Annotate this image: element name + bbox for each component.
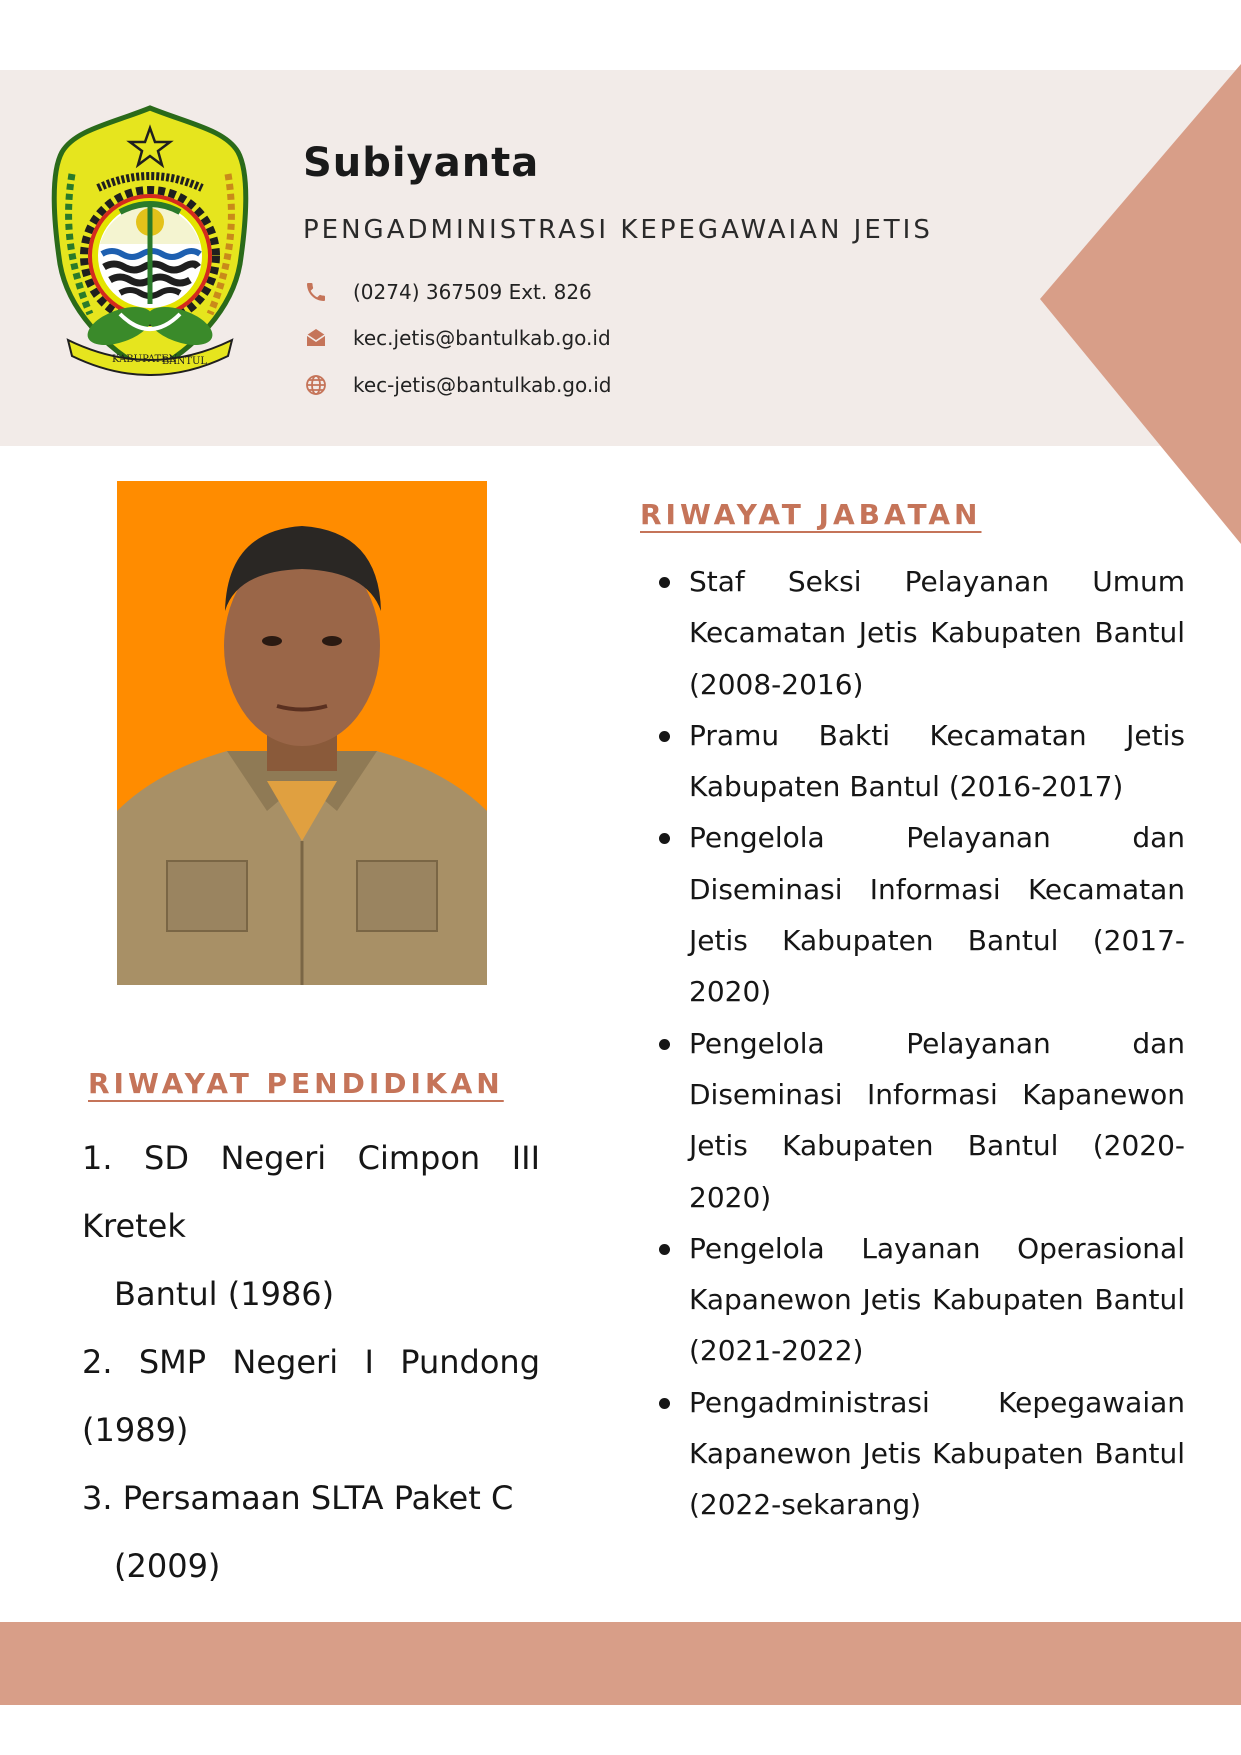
profile-name: Subiyanta bbox=[303, 140, 540, 186]
svg-text:KABUPATEN: KABUPATEN bbox=[112, 354, 178, 365]
career-item: Pengelola Pelayanan dan Diseminasi Informasi Kecamatan Jetis Kabupaten Bantul (2017-2020) bbox=[655, 812, 1185, 1017]
career-item: Pengadministrasi Kepegawaian Kapanewon Jetis Kabupaten Bantul (2022-sekarang) bbox=[655, 1377, 1185, 1531]
globe-icon bbox=[303, 372, 329, 398]
phone-icon bbox=[303, 279, 329, 305]
profile-photo bbox=[117, 481, 487, 985]
education-item-3: 3. Persamaan SLTA Paket C bbox=[82, 1479, 514, 1517]
profile-position: PENGADMINISTRASI KEPEGAWAIAN JETIS bbox=[303, 215, 933, 245]
corner-decoration bbox=[1040, 64, 1241, 544]
svg-text:BANTUL: BANTUL bbox=[162, 356, 208, 367]
education-item-1-continued: Bantul (1986) bbox=[114, 1275, 335, 1313]
contact-phone bbox=[303, 277, 592, 307]
career-item: Pengelola Pelayanan dan Diseminasi Informasi Kapanewon Jetis Kabupaten Bantul (2020-2020) bbox=[655, 1018, 1185, 1223]
education-item-3-continued: (2009) bbox=[114, 1547, 221, 1585]
regency-emblem-logo bbox=[50, 104, 250, 376]
education-item-1: 1. SD Negeri Cimpon III Kretek bbox=[82, 1139, 540, 1245]
education-title: RIWAYAT PENDIDIKAN bbox=[88, 1067, 504, 1100]
education-item-2: 2. SMP Negeri I Pundong (1989) bbox=[82, 1343, 540, 1449]
contact-website[interactable] bbox=[303, 370, 612, 400]
career-list bbox=[655, 556, 1185, 1531]
career-item: Staf Seksi Pelayanan Umum Kecamatan Jetis Kabupaten Bantul (2008-2016) bbox=[655, 556, 1185, 710]
contact-website-text[interactable]: kec-jetis@bantulkab.go.id bbox=[353, 373, 612, 397]
contact-phone-text: (0274) 367509 Ext. 826 bbox=[353, 280, 592, 304]
contact-email[interactable] bbox=[303, 323, 611, 353]
contact-email-text[interactable]: kec.jetis@bantulkab.go.id bbox=[353, 326, 611, 350]
career-item: Pramu Bakti Kecamatan Jetis Kabupaten Bantul (2016-2017) bbox=[655, 710, 1185, 813]
career-title: RIWAYAT JABATAN bbox=[640, 498, 982, 531]
education-list bbox=[82, 1124, 540, 1600]
footer-band bbox=[0, 1622, 1241, 1705]
mail-icon bbox=[303, 325, 329, 351]
career-item: Pengelola Layanan Operasional Kapanewon Jetis Kabupaten Bantul (2021-2022) bbox=[655, 1223, 1185, 1377]
